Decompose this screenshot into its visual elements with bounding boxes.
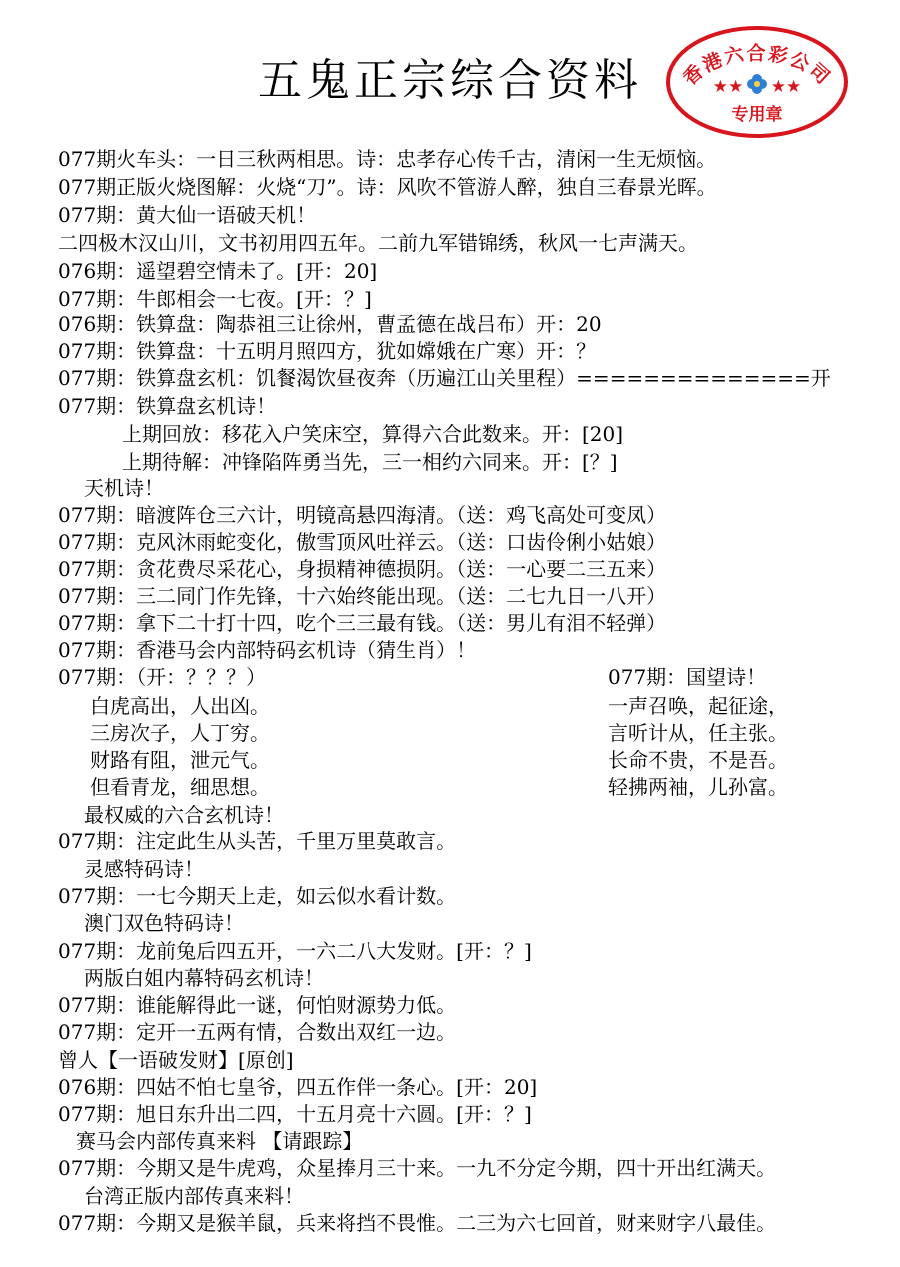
right-poem-line: 轻拂两袖，儿孙富。 xyxy=(608,775,788,799)
poem-line: 财路有阻，泄元气。 xyxy=(90,748,270,772)
text-line: 077期：暗渡阵仓三六计，明镜高悬四海清。（送：鸡飞高处可变凤） xyxy=(58,503,667,527)
text-line: 077期：定开一五两有情，合数出双红一边。 xyxy=(58,1020,457,1044)
section-heading: 最权威的六合玄机诗！ xyxy=(84,803,284,827)
section-heading: 曾人【一语破发财】[原创] xyxy=(58,1048,294,1072)
seal-top-text: 香港六合彩公司 xyxy=(679,42,835,90)
text-line: 076期：铁算盘：陶恭祖三让徐州，曹孟德在战吕布）开：20 xyxy=(58,312,602,336)
section-heading: 赛马会内部传真来料 【请跟踪】 xyxy=(76,1129,363,1153)
text-line: 077期：铁算盘玄机：饥餐渴饮昼夜奔（历遍江山关里程）==============开 xyxy=(58,366,831,390)
poem-line: 但看青龙，细思想。 xyxy=(90,775,270,799)
text-line: 上期待解：冲锋陷阵勇当先，三一相约六同来。开：[？] xyxy=(122,450,618,474)
text-line: 077期：旭日东升出二四，十五月亮十六圆。[开：？] xyxy=(58,1102,532,1126)
text-line: 077期：一七今期天上走，如云似水看计数。 xyxy=(58,884,457,908)
right-poem-line: 长命不贵，不是吾。 xyxy=(608,748,788,772)
text-line: 077期：今期又是牛虎鸡，众星捧月三十来。一九不分定今期，四十开出红满天。 xyxy=(58,1156,777,1180)
right-poem-title: 077期：国望诗！ xyxy=(608,665,767,689)
text-line: 上期回放：移花入户笑床空，算得六合此数来。开：[20] xyxy=(122,422,624,446)
text-line: 077期：香港马会内部特码玄机诗（猜生肖）！ xyxy=(58,638,477,662)
section-heading: 灵感特码诗！ xyxy=(84,857,204,881)
text-line: 077期：今期又是猴羊鼠，兵来将挡不畏惟。二三为六七回首，财来财字八最佳。 xyxy=(58,1211,777,1235)
text-line: 077期：拿下二十打十四，吃个三三最有钱。（送：男儿有泪不轻弹） xyxy=(58,611,667,635)
text-line: 077期：铁算盘玄机诗！ xyxy=(58,394,277,418)
poem-line: 白虎高出，人出凶。 xyxy=(90,694,270,718)
text-line: 二四极木汉山川，文书初用四五年。二前九军错锦绣，秋风一七声满天。 xyxy=(58,231,698,255)
section-heading: 澳门双色特码诗！ xyxy=(84,911,244,935)
text-line: 076期：遥望碧空情未了。[开：20] xyxy=(58,259,378,283)
seal-stars-left: ★★ xyxy=(712,77,744,97)
text-line: 077期：龙前兔后四五开，一六二八大发财。[开：？] xyxy=(58,939,532,963)
section-heading: 天机诗！ xyxy=(84,476,164,500)
text-line: 077期：牛郎相会一七夜。[开：？] xyxy=(58,287,372,311)
text-line: 077期正版火烧图解：火烧“刀”。诗：风吹不管游人醉，独自三春景光晖。 xyxy=(58,175,717,199)
text-line: 077期：三二同门作先锋，十六始终能出现。（送：二七九日一八开） xyxy=(58,584,667,608)
text-line: 077期火车头：一日三秋两相思。诗：忠孝存心传千古，清闲一生无烦恼。 xyxy=(58,147,717,171)
right-poem-line: 一声召唤，起征途， xyxy=(608,694,788,718)
page-title: 五鬼正宗综合资料 xyxy=(258,55,642,106)
seal-stars-right: ★★ xyxy=(770,77,802,97)
text-line: 077期：谁能解得此一谜，何怕财源势力低。 xyxy=(58,993,457,1017)
seal-bottom-text: 专用章 xyxy=(731,105,783,125)
text-line: 077期：铁算盘：十五明月照四方，犹如嫦娥在广寒）开：？ xyxy=(58,339,597,363)
text-line: 077期：注定此生从头苦，千里万里莫敢言。 xyxy=(58,829,457,853)
text-line: 077期：克风沐雨蛇变化，傲雪顶风吐祥云。（送：口齿伶俐小姑娘） xyxy=(58,530,667,554)
text-line: 077期：（开：？？？） xyxy=(58,665,267,689)
text-line: 077期：贪花费尽采花心，身损精神德损阴。（送：一心要二三五来） xyxy=(58,557,667,581)
poem-line: 三房次子，人丁穷。 xyxy=(90,721,270,745)
text-line: 076期：四姑不怕七皇爷，四五作伴一条心。[开：20] xyxy=(58,1075,538,1099)
section-heading: 台湾正版内部传真来料！ xyxy=(84,1184,304,1208)
company-seal xyxy=(664,24,850,140)
right-poem-line: 言听计从，任主张。 xyxy=(608,721,788,745)
flower-icon xyxy=(747,74,767,94)
text-line: 077期：黄大仙一语破天机！ xyxy=(58,203,317,227)
section-heading: 两版白姐内幕特码玄机诗！ xyxy=(84,966,324,990)
